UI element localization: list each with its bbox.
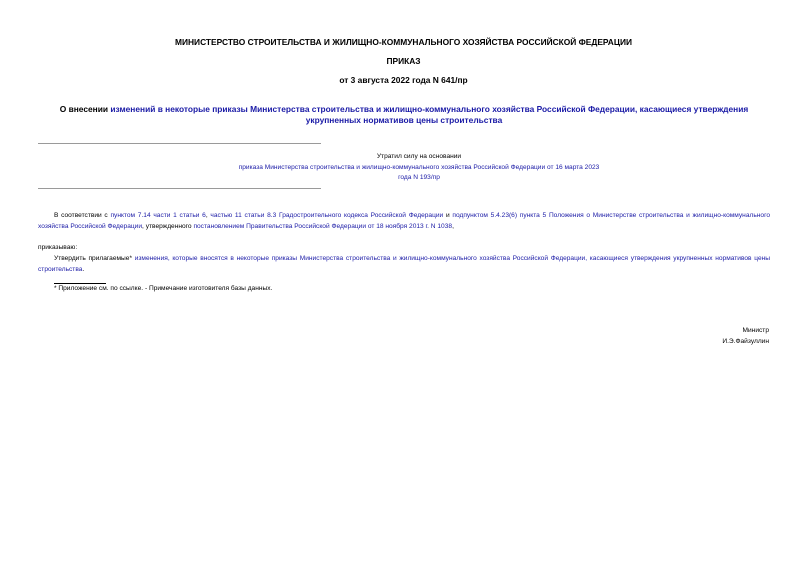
approve-text: Утвердить прилагаемые*: [54, 255, 135, 262]
link-article-8-3[interactable]: частью 11 статьи 8.3 Градостроительного кодекса Российской Федерации: [210, 212, 444, 219]
doc-date-number: от 3 августа 2022 года N 641/пр: [339, 75, 468, 85]
approve-paragraph: [38, 254, 770, 275]
link-regulation-clause[interactable]: подпунктом 5.4.23(6) пункта 5 Положения о Министерстве строительства и жилищно-коммунального хозяйства Российской Федерации: [38, 212, 771, 230]
preamble-text: ,: [452, 222, 454, 230]
document-title: [38, 104, 770, 126]
preamble-text: ,: [205, 212, 211, 219]
repeal-notice: [232, 152, 606, 184]
link-article-6[interactable]: пунктом 7.14 части 1 статьи 6: [110, 212, 206, 219]
link-government-decree[interactable]: постановлением Правительства Российской Федерации от 18 ноября 2013 г. N 1038: [193, 222, 453, 230]
repeal-notice-text: Утратил силу на основании: [376, 153, 462, 160]
doc-type-heading: ПРИКАЗ: [386, 56, 421, 66]
footnote: * Приложение см. по ссылке. - Примечание изготовителя базы данных.: [54, 285, 273, 292]
signature-name: И.Э.Файзуллин: [722, 338, 769, 345]
preamble-text: , утвержденного: [142, 222, 194, 230]
preamble-text: и: [443, 212, 453, 219]
link-changes[interactable]: изменения, которые вносятся в некоторые приказы Министерства строительства и жилищно-коммунального хозяйства Российской Федерации, касающиеся утверждения укрупненных нормативов цены строительства: [38, 255, 770, 273]
footnote-divider: [54, 283, 106, 284]
preamble-paragraph: [38, 211, 770, 232]
ministry-heading: МИНИСТЕРСТВО СТРОИТЕЛЬСТВА И ЖИЛИЩНО-КОММУНАЛЬНОГО ХОЗЯЙСТВА РОССИЙСКОЙ ФЕДЕРАЦИИ: [175, 37, 632, 47]
notice-bottom-divider: [38, 188, 321, 189]
signature-position: Министр: [742, 327, 769, 334]
title-prefix: О внесении: [59, 104, 111, 114]
approve-text: .: [82, 265, 85, 273]
notice-top-divider: [38, 143, 321, 144]
order-word: приказываю:: [38, 244, 78, 251]
preamble-text: В соответствии с: [54, 212, 111, 219]
repeal-notice-link[interactable]: приказа Министерства строительства и жилищно-коммунального хозяйства Российской Федерации от 16 марта 2023 года N 193/пр: [238, 163, 600, 181]
title-link[interactable]: изменений в некоторые приказы Министерства строительства и жилищно-коммунального хозяйства Российской Федерации, касающиеся утверждения укрупненных нормативов цены строительства: [110, 104, 749, 125]
